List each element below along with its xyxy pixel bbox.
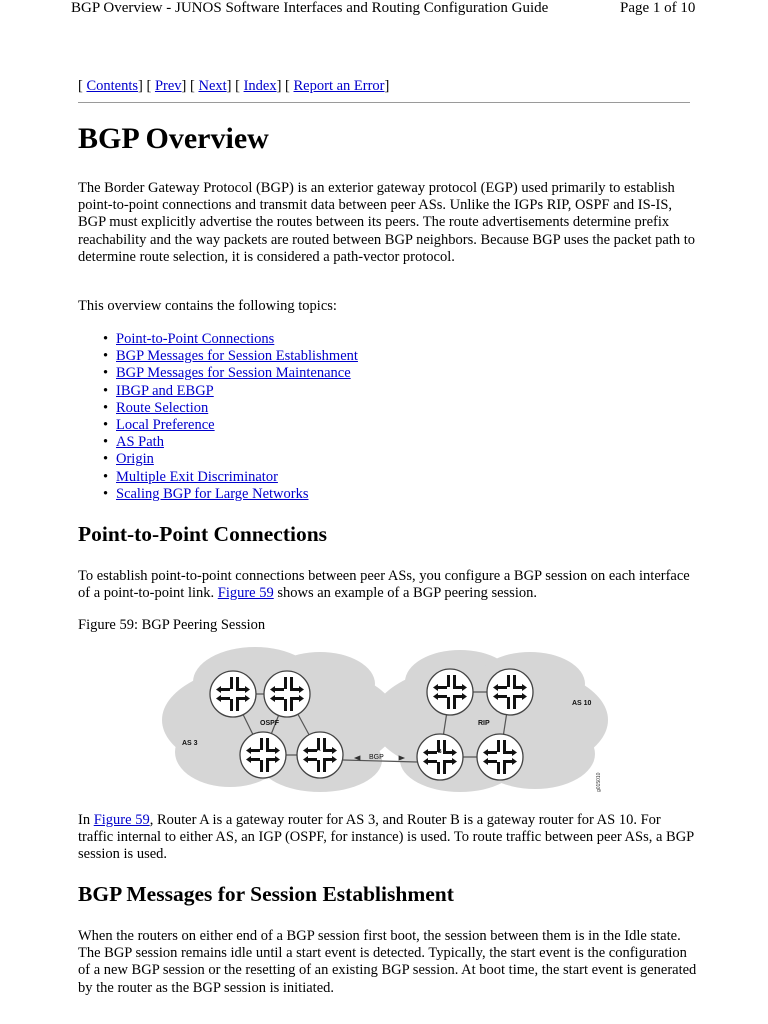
list-item xyxy=(103,348,358,365)
nav-prev-link[interactable]: Prev xyxy=(154,78,182,94)
text-span: To establish point-to-point connections between peer ASs, you configure a BGP session on each interface of a point-to-point link. xyxy=(78,568,690,602)
topic-link[interactable]: BGP Messages for Session Maintenance xyxy=(116,365,351,382)
bgp-peering-diagram xyxy=(160,642,610,797)
list-item xyxy=(103,400,358,417)
list-item xyxy=(103,331,358,348)
nav-index-link[interactable]: Index xyxy=(243,78,277,94)
as3-label: AS 3 xyxy=(182,740,198,747)
page-title: BGP Overview xyxy=(78,122,269,155)
section2-paragraph: When the routers on either end of a BGP session first boot, the session between them is in the Idle state. The BGP session remains idle until a start event is detected. Typically, the start event is the configuration of a new BGP session or the resetting of an existing BGP session. At boot time, the start event is generated by the router as the BGP session is initiated. xyxy=(78,928,697,996)
text-span: shows an example of a BGP peering session. xyxy=(277,585,537,602)
text-span: , Router A is a gateway router for AS 3, and Router B is a gateway router for AS 10. For traffic internal to either AS, an IGP (OSPF, for instance) is used. To route traffic between peer ASs, a BGP session is used. xyxy=(78,812,694,863)
rip-label: RIP xyxy=(478,720,490,727)
topic-link[interactable]: Point-to-Point Connections xyxy=(116,331,275,347)
topic-link[interactable]: Local Preference xyxy=(116,417,215,434)
topics-intro: This overview contains the following topics: xyxy=(78,298,337,314)
divider xyxy=(78,102,690,103)
bgp-peering-figure xyxy=(160,642,610,797)
as10-label: AS 10 xyxy=(572,700,592,707)
figure-id-label: g015010 xyxy=(596,772,602,792)
list-item xyxy=(103,451,358,468)
nav-report-error-link[interactable]: Report an Error xyxy=(293,78,385,94)
topics-list xyxy=(103,331,358,503)
topic-link[interactable]: Origin xyxy=(116,451,154,468)
topic-link[interactable]: Route Selection xyxy=(116,399,209,416)
topic-link[interactable]: BGP Messages for Session Establishment xyxy=(116,348,358,365)
nav-next-link[interactable]: Next xyxy=(198,78,227,94)
nav-bar: [ Contents] [ Prev] [ Next] [ Index] [ Report an Error] xyxy=(78,78,390,94)
header-page-number: Page 1 of 10 xyxy=(620,0,696,16)
topic-link[interactable]: Scaling BGP for Large Networks xyxy=(116,485,309,502)
section1-paragraph-2 xyxy=(78,812,698,864)
nav-contents-link[interactable]: Contents xyxy=(86,78,139,94)
header-title: BGP Overview - JUNOS Software Interfaces and Routing Configuration Guide xyxy=(71,0,549,16)
list-item xyxy=(103,434,358,451)
intro-paragraph: The Border Gateway Protocol (BGP) is an exterior gateway protocol (EGP) used primarily to establish point-to-point connections and transmit data between peer ASs. Unlike the IGPs RIP, OSPF and IS-IS, BGP must explicitly advertise the routes between its peers. The route advertisements determine prefix reachability and the way packets are routed between BGP neighbors. Because BGP uses the packet path to determine route selection, it is considered a path-vector protocol. xyxy=(78,180,695,265)
list-item xyxy=(103,383,358,400)
text-span: In xyxy=(78,812,91,828)
router-b-label: B xyxy=(438,749,442,755)
list-item xyxy=(103,365,358,382)
section-heading-point-to-point: Point-to-Point Connections xyxy=(78,522,328,546)
figure-caption: Figure 59: BGP Peering Session xyxy=(78,617,266,633)
topic-link[interactable]: IBGP and EBGP xyxy=(116,382,214,399)
router-a-label: A xyxy=(317,747,321,753)
list-item xyxy=(103,417,358,434)
ospf-label: OSPF xyxy=(260,720,280,727)
section1-paragraph xyxy=(78,568,698,602)
bgp-link-label: BGP xyxy=(369,754,384,761)
list-item xyxy=(103,469,358,486)
figure-59-link[interactable]: Figure 59 xyxy=(217,585,274,602)
topic-link[interactable]: AS Path xyxy=(116,434,164,451)
figure-59-link[interactable]: Figure 59 xyxy=(93,812,150,828)
list-item xyxy=(103,486,358,503)
section-heading-session-establishment: BGP Messages for Session Establishment xyxy=(78,882,454,906)
topic-link[interactable]: Multiple Exit Discriminator xyxy=(116,468,278,485)
